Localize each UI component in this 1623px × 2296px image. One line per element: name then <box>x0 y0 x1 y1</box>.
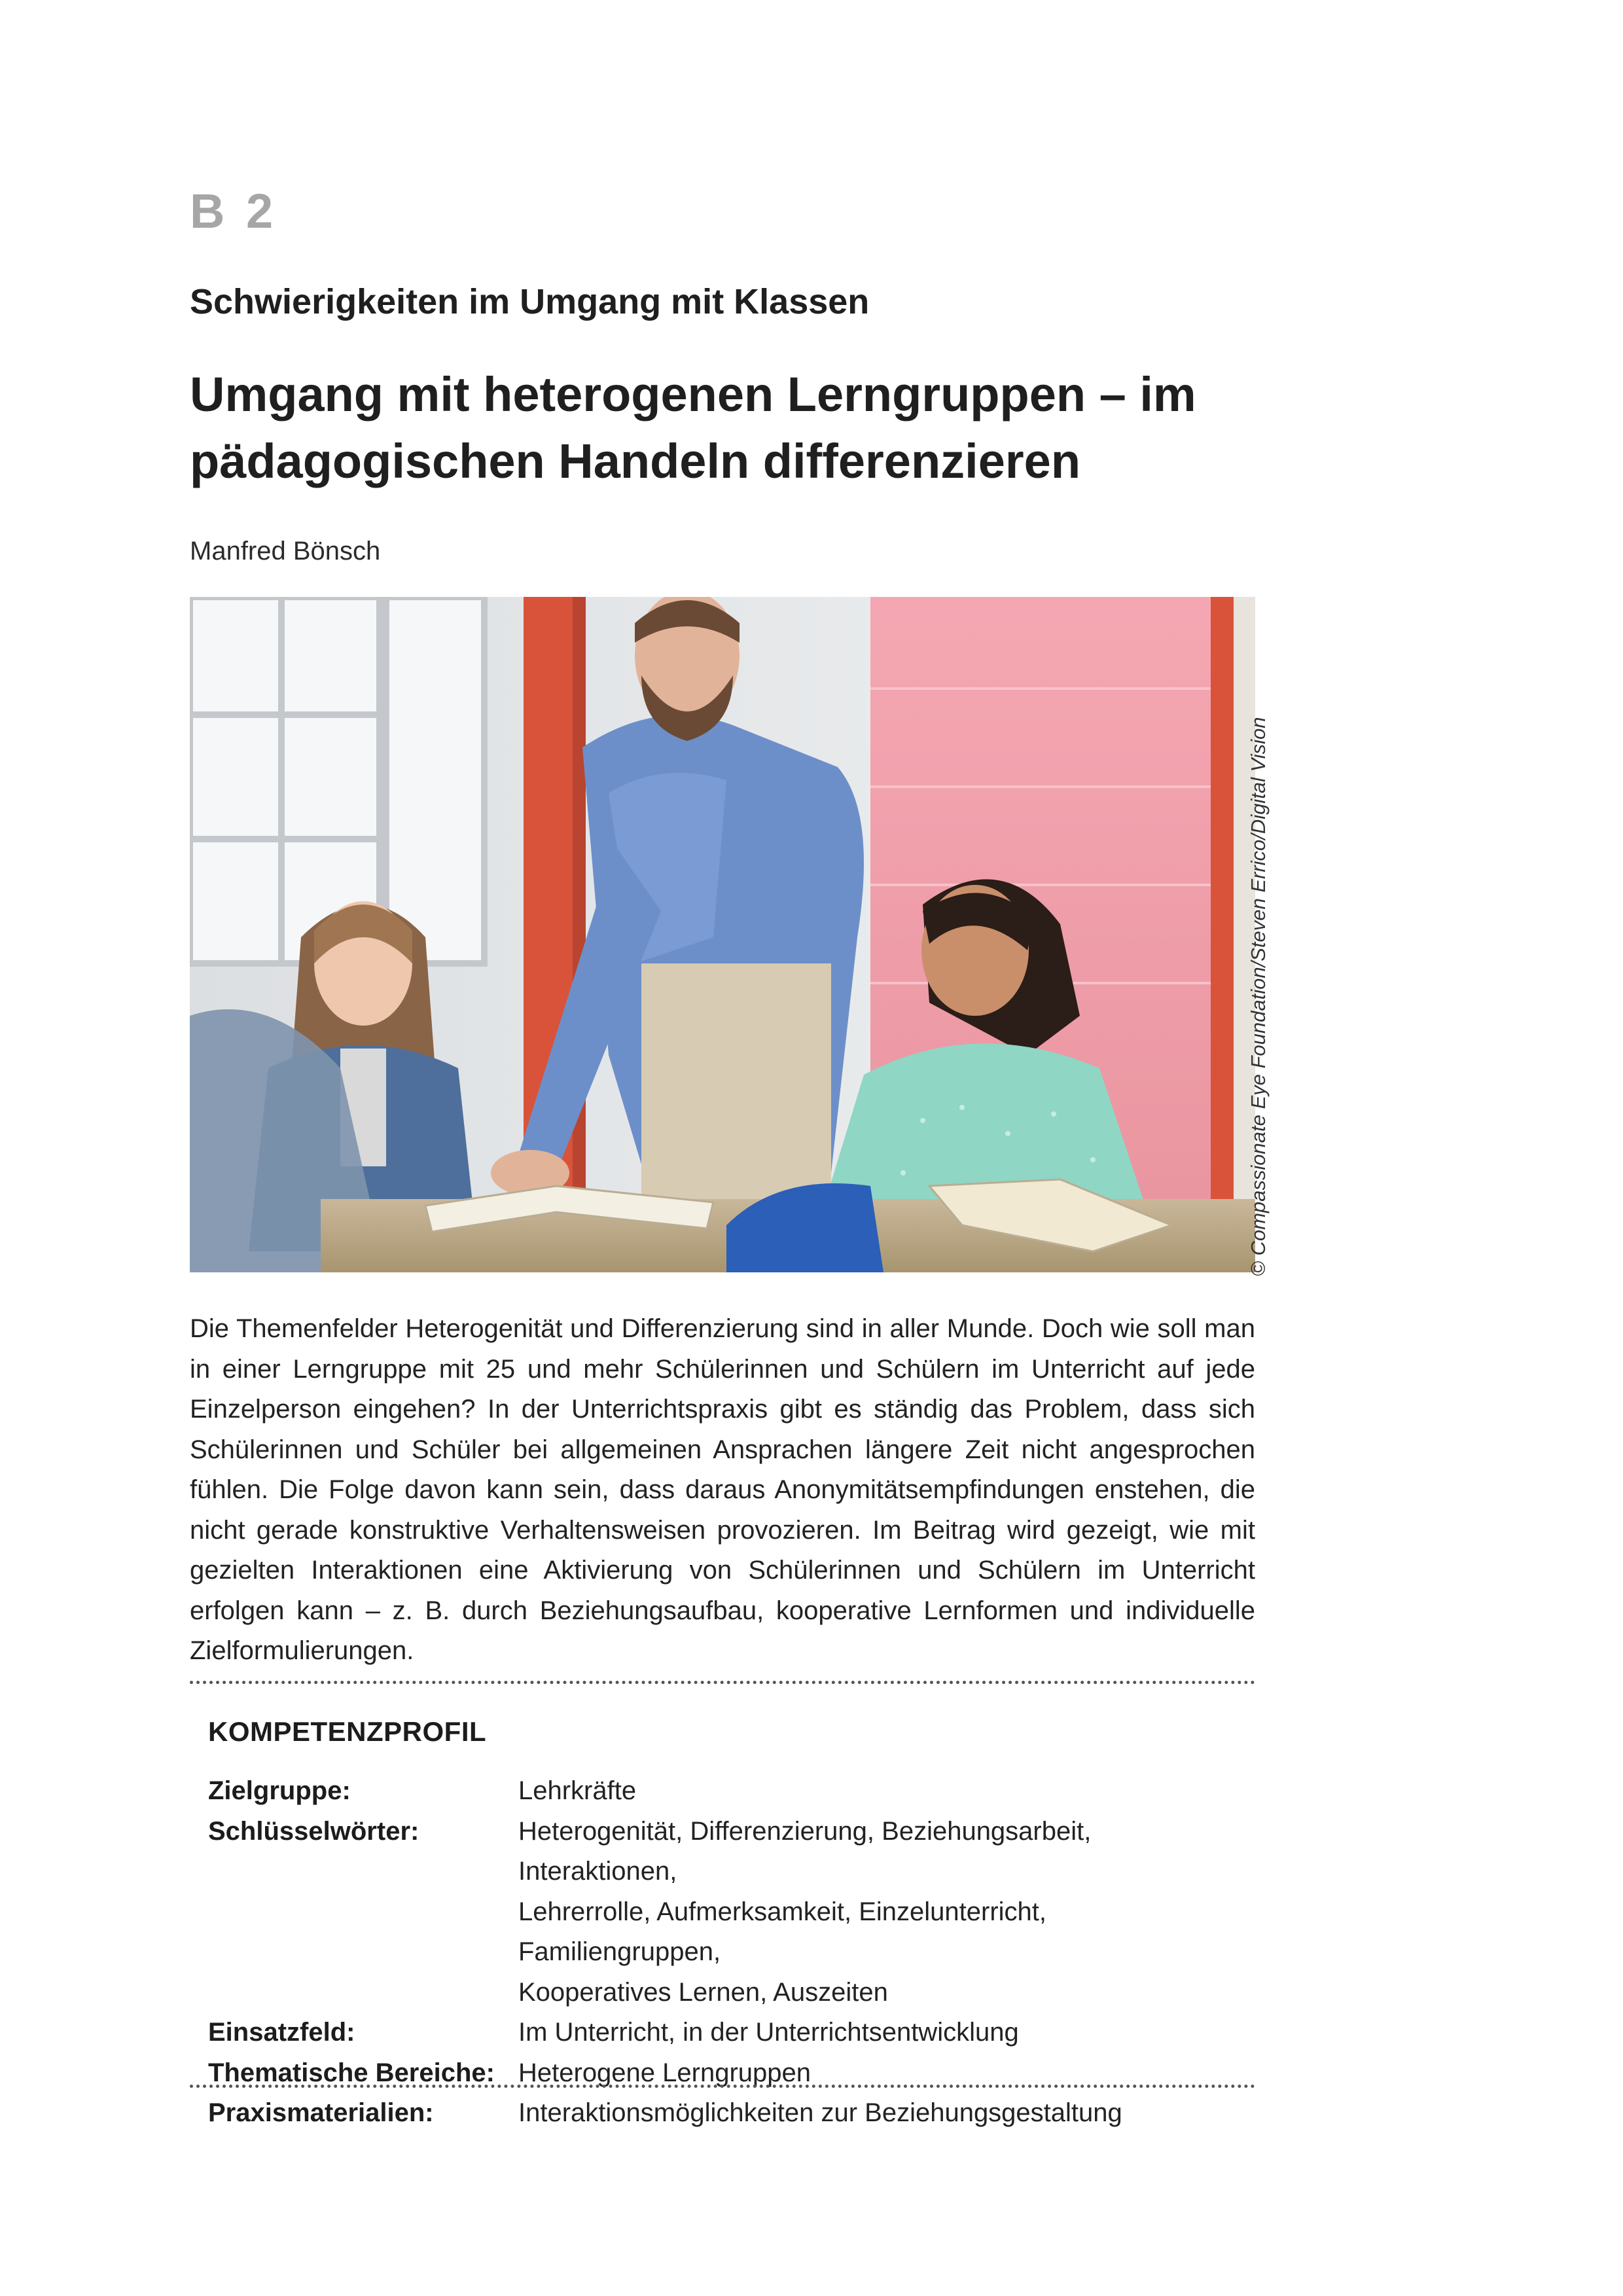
intro-paragraph: Die Themenfelder Heterogenität und Differenzierung sind in aller Munde. Doch wie soll man in einer Lerngruppe mit 25 und mehr Schülerinnen und Schülern im Unterricht auf jede Einzelperson eingehen? In der Unterrichtspraxis gibt es ständig das Problem, dass sich Schülerinnen und Schüler bei allgemeinen Ansprachen längere Zeit nicht angesprochen fühlen. Die Folge davon kann sein, dass daraus Anonymitätsempfindungen enstehen, die nicht gerade konstruktive Verhaltensweisen provozieren. Im Beitrag wird gezeigt, wie mit gezielten Interaktionen eine Aktivierung von Schülerinnen und Schülern im Unterricht erfolgen kann – z. B. durch Beziehungsaufbau, kooperative Lernformen und individuelle Zielformulierungen. <box>190 1314 1255 1665</box>
window-frame <box>190 597 484 963</box>
section-code: B 2 <box>190 184 277 238</box>
profile-row-field <box>208 2013 1242 2053</box>
divider-top <box>190 1681 1255 1684</box>
page-title <box>190 361 1342 495</box>
competence-profile-heading: KOMPETENZPROFIL <box>208 1716 487 1747</box>
section-kicker: Schwierigkeiten im Umgang mit Klassen <box>190 282 870 321</box>
profile-value-line: Heterogene Lerngruppen <box>518 2058 812 2087</box>
title-line-2: pädagogischen Handeln differenzieren <box>190 434 1081 488</box>
classroom-photo <box>190 597 1255 1272</box>
profile-row-keywords <box>208 1812 1242 2013</box>
profile-value-line: Interaktionsmöglichkeiten zur Beziehungsgestaltung <box>518 2098 1122 2127</box>
profile-label: Thematische Bereiche: <box>208 2058 495 2087</box>
profile-label: Einsatzfeld: <box>208 2018 355 2047</box>
photo-credit: © Compassionate Eye Foundation/Steven Errico/Digital Vision <box>1247 717 1270 1276</box>
profile-row-target-group <box>208 1771 1242 1812</box>
profile-label: Schlüsselwörter: <box>208 1816 419 1846</box>
author-name: Manfred Bönsch <box>190 537 381 565</box>
profile-value-line: Lehrkräfte <box>518 1776 637 1805</box>
competence-profile-table <box>208 1771 1242 2134</box>
profile-value-line: Kooperatives Lernen, Auszeiten <box>518 1977 888 2007</box>
title-line-1: Umgang mit heterogenen Lerngruppen – im <box>190 367 1196 422</box>
divider-bottom <box>190 2085 1255 2088</box>
profile-value <box>518 2093 1242 2134</box>
profile-label: Zielgruppe: <box>208 1776 351 1805</box>
profile-value-line: Im Unterricht, in der Unterrichtsentwicklung <box>518 2018 1019 2047</box>
profile-label: Praxismaterialien: <box>208 2098 434 2127</box>
profile-value <box>518 1812 1242 2013</box>
profile-value-line: Heterogenität, Differenzierung, Beziehungsarbeit, Interaktionen, <box>518 1816 1092 1886</box>
profile-row-materials <box>208 2093 1242 2134</box>
profile-value-line: Lehrerrolle, Aufmerksamkeit, Einzelunterricht, Familiengruppen, <box>518 1897 1046 1966</box>
profile-value <box>518 2013 1242 2053</box>
profile-value <box>518 1771 1242 1812</box>
